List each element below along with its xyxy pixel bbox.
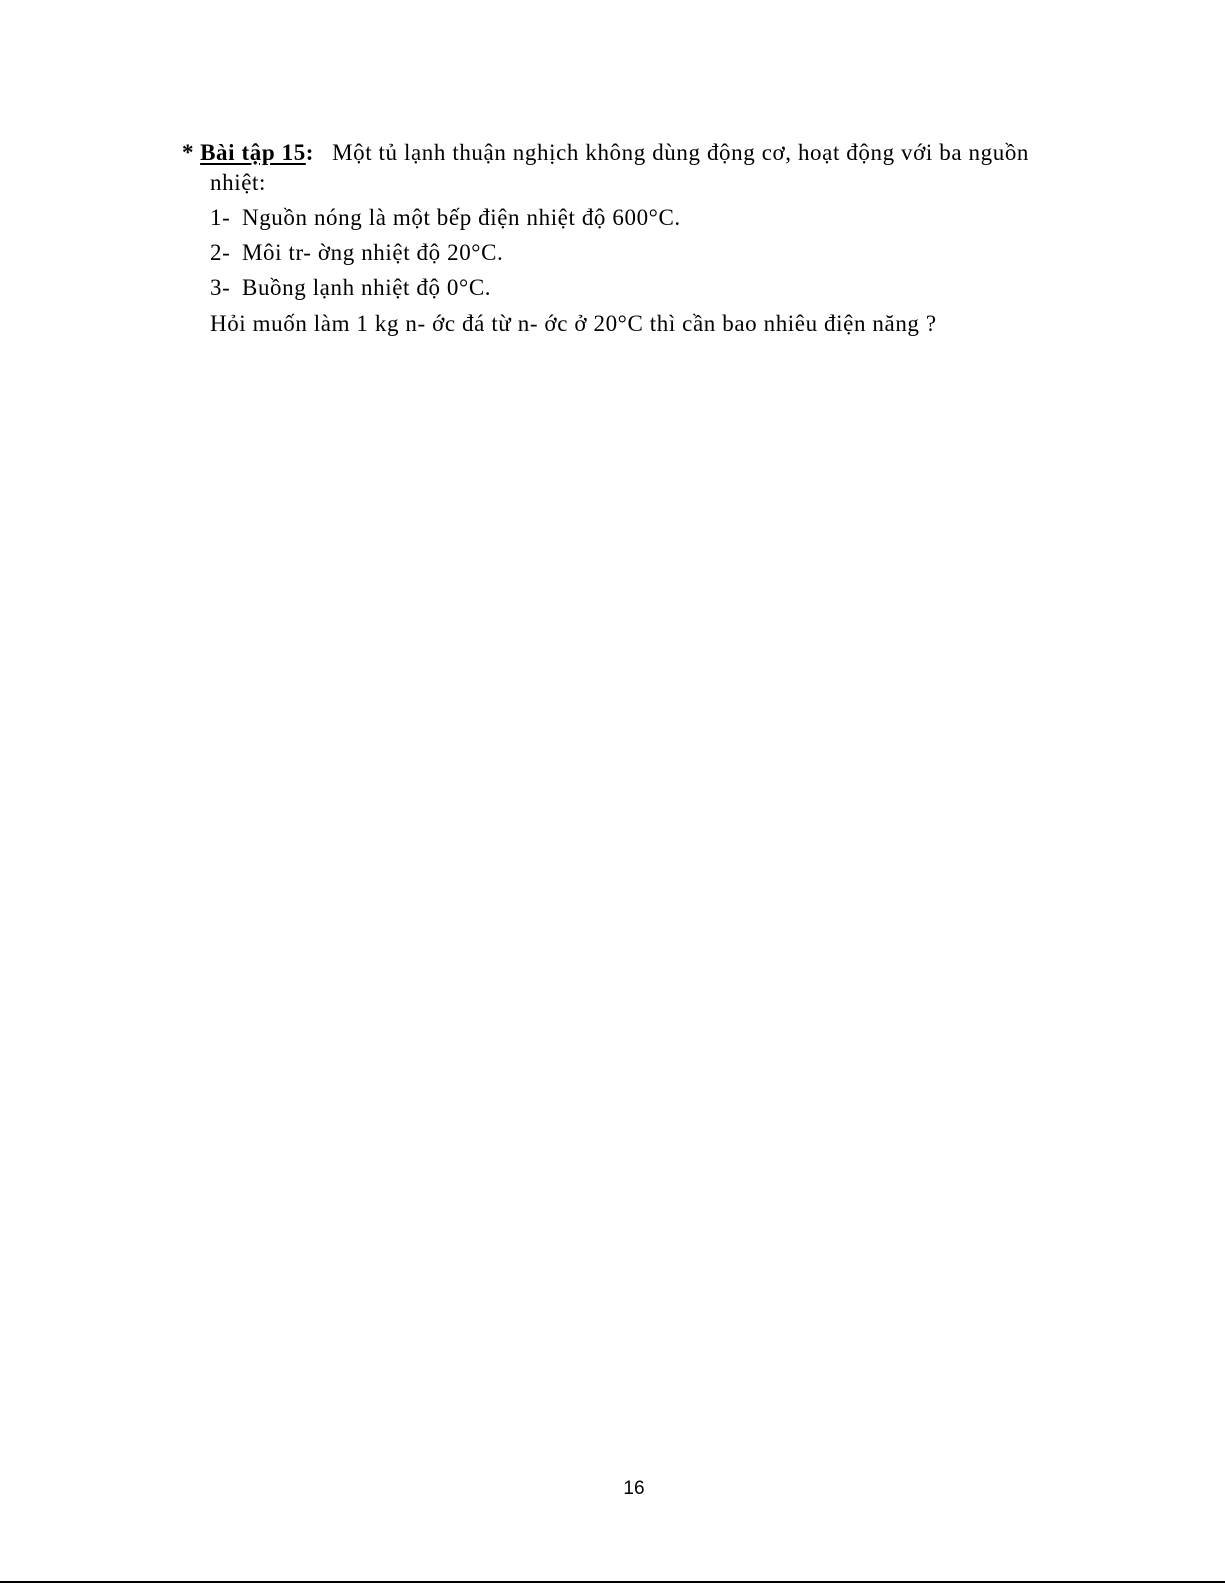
bottom-divider (0, 1581, 1225, 1583)
exercise-intro: Một tủ lạnh thuận nghịch không dùng động cơ, hoạt động với ba nguồn (332, 140, 1030, 165)
list-item-number: 2- (210, 240, 231, 265)
page-number: 16 (623, 1478, 645, 1499)
exercise-question: Hỏi muốn làm 1 kg n- ớc đá từ n- ớc ở 20°C thì cần bao nhiêu điện năng ? (210, 311, 937, 336)
list-item-text: Môi tr- ờng nhiệt độ 20°C. (242, 240, 504, 265)
bullet-star: * (182, 140, 195, 165)
exercise-intro-continued: nhiệt: (210, 170, 266, 195)
exercise-label: Bài tập 15 (200, 140, 306, 165)
list-item-number: 1- (210, 205, 231, 230)
list-item-text: Buồng lạnh nhiệt độ 0°C. (242, 275, 492, 300)
exercise-heading (182, 138, 1082, 168)
list-item (210, 273, 1082, 303)
list-item-number: 3- (210, 275, 231, 300)
list-item (210, 238, 1082, 268)
exercise-block (182, 138, 1082, 339)
list-item (210, 203, 1082, 233)
exercise-colon: : (305, 140, 315, 165)
list-item-text: Nguồn nóng là một bếp điện nhiệt độ 600°C. (242, 205, 681, 230)
